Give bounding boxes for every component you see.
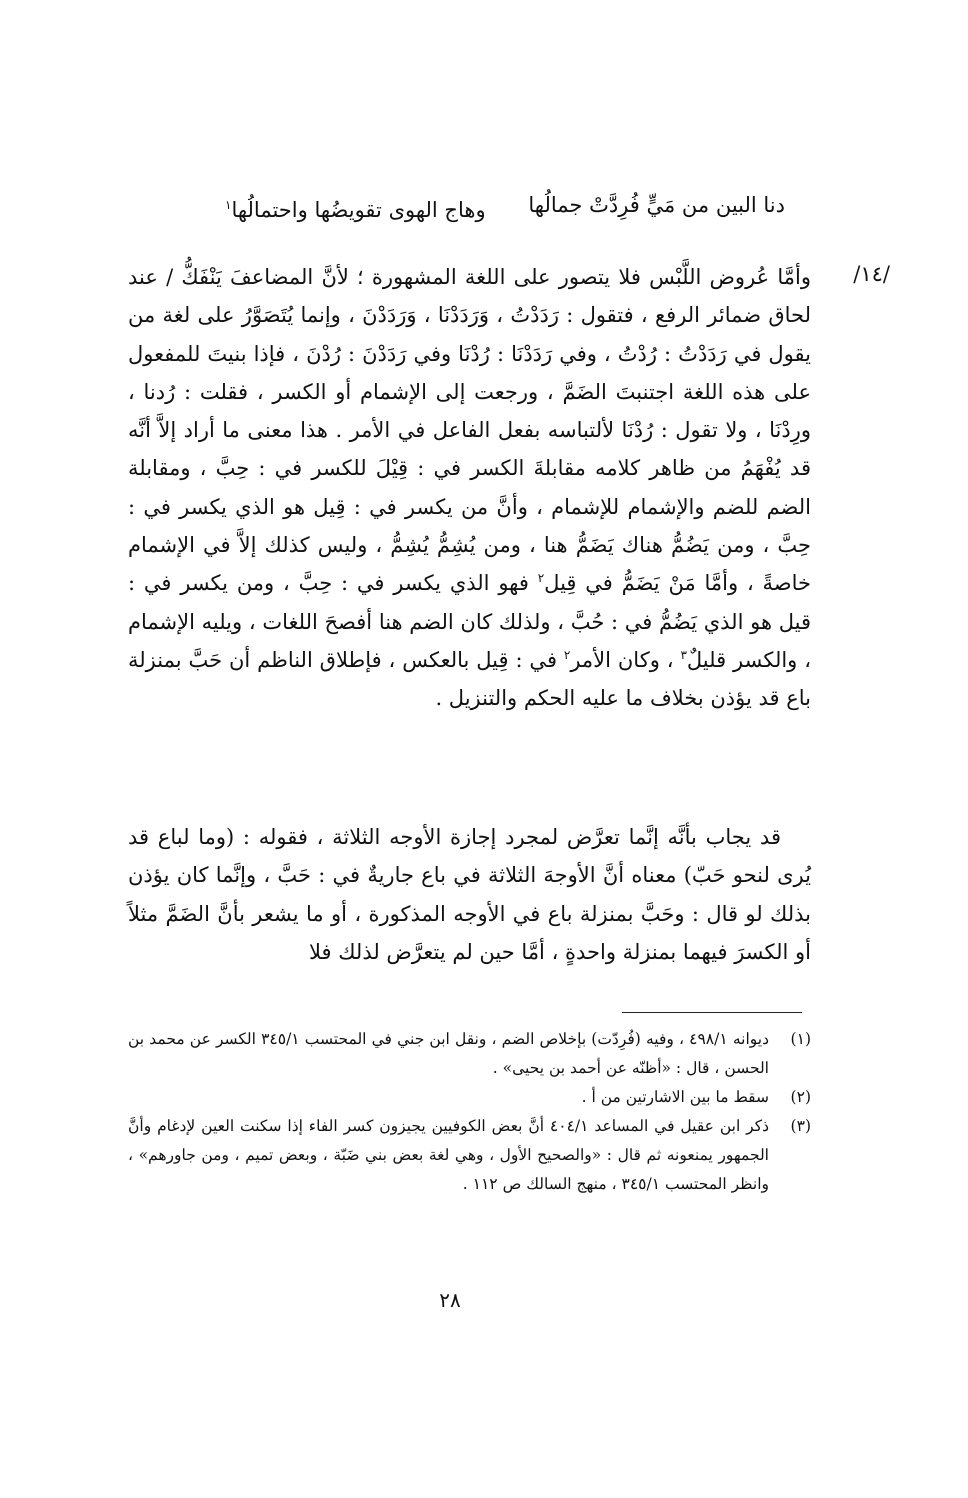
page-number: ٢٨ <box>439 1288 461 1312</box>
paragraph-1-part-4: في : قِيل بالعكس ، فإطلاق الناظم أن حَبَّ بمنزلة باع قد يؤذن بخلاف ما عليه الحكم والتنزيل . <box>128 647 811 711</box>
footnote-number: (١) <box>790 1030 811 1048</box>
footnote-2 <box>128 1083 811 1112</box>
footnote-mark-2: ٢ <box>537 571 545 586</box>
verse-second-hemistich-text: وهاج الهوى تقويضُها واحتمالُها <box>231 198 486 222</box>
footnote-text: ديوانه ٤٩٨/١ ، وفيه (فُرِدّت) بإخلاص الضم ، ونقل ابن جني في المحتسب ٣٤٥/١ الكسر عن محمد بن الحسن ، قال : «أظنّه عن أحمد بن يحيى» . <box>128 1030 769 1077</box>
footnote-mark-3: ٣ <box>680 647 687 662</box>
footnotes <box>128 1025 811 1199</box>
paragraph-1-part-3: ، وكان الأمر <box>570 647 681 672</box>
manuscript-folio-reference: /١٤/ <box>853 262 890 286</box>
footnote-mark-2-end: ٢ <box>563 647 571 662</box>
footnote-3 <box>128 1112 811 1199</box>
paragraph-1-part-1: وأمَّا عُروض اللَّبْس فلا يتصور على اللغة المشهورة ؛ لأنَّ المضاعفَ يَنْفَكُّ / عند لحاق ضمائر الرفع ، فتقول : رَدَدْتُ ، وَرَدَدْنَا ، وَرَدَدْنَ ، وإنما يُتَصَوَّرُ على لغة من يقول في رَدَدْتُ : رُدْتُ ، وفي رَدَدْنَا : رُدْنَا وفي رَدَدْنَ : رُدْنَ ، فإذا بنيتَ للمفعول على هذه اللغة اجتنبتَ الضَمَّ ، ورجعت إلى الإشمام أو الكسر ، فقلت : رُدنا ، ورِدْنَا ، ولا تقول : رُدْنَا لألتباسه بفعل الفاعل في الأمر . هذا معنى ما أراد إلاَّ أنَّه قد يُفْهَمُ من ظاهر كلامه مقابلةَ الكسر في : قِيْلَ للكسر في : حِبَّ ، ومقابلة الضم للضم والإشمام للإشمام ، وأنَّ من يكسر في : قِيل هو الذي يكسر في : حِبَّ ، ومن يَضُمُّ هناك يَضَمُّ هنا ، ومن يُشِمُّ يُشِمُّ ، وليس كذلك إلاَّ في الإشمام خاصةً ، وأمَّا مَنْ يَضَمُّ في قِيل <box>128 265 812 596</box>
footnote-separator <box>622 1012 802 1013</box>
verse-footnote-mark: ١ <box>225 198 232 212</box>
verse-first-hemistich: دنا البين من مَيٍّ فُرِدَّتْ جمالُها <box>528 193 785 217</box>
paragraph-1 <box>128 258 811 718</box>
paragraph-2: قد يجاب بأنَّه إنَّما تعرَّض لمجرد إجازة الأوجه الثلاثة ، فقوله : (وما لباع قد يُرى لنحو حَبّ) معناه أنَّ الأوجهَ الثلاثة في باع جاريةٌ في : حَبَّ ، وإنَّما كان يؤذن بذلك لو قال : وحَبَّ بمنزلة باع في الأوجه المذكورة ، أو ما يشعر بأنَّ الضَمَّ مثلاً أو الكسرَ فيهما بمنزلة واحدةٍ ، أمَّا حين لم يتعرَّض لذلك فلا <box>128 825 811 964</box>
footnote-1 <box>128 1025 811 1083</box>
footnote-text: سقط ما بين الاشارتين من أ . <box>581 1088 769 1106</box>
footnote-text: ذكر ابن عقيل في المساعد ٤٠٤/١ أنَّ بعض الكوفيين يجيزون كسر الفاء إذا سكنت العين لإدغام وأنَّ الجمهور يمنعونه ثم قال : «والصحيح الأول ، وهي لغة بعض بني ضَبّة ، وبعض تميم ، ومن جاورهم» ، وانظر المحتسب ٣٤٥/١ ، منهج السالك ص ١١٢ . <box>128 1117 769 1193</box>
footnote-number: (٢) <box>790 1088 811 1106</box>
paragraph-1-part-2: فهو الذي يكسر في : حِبَّ ، ومن يكسر في : قيل هو الذي يَضُمُّ في : حُبَّ ، ولذلك كان الضم هنا أفصحَ اللغات ، ويليه الإشمام ، والكسر قليلٌ <box>128 571 811 672</box>
footnote-number: (٣) <box>790 1117 811 1135</box>
poetry-verse <box>225 185 785 230</box>
verse-second-hemistich <box>225 185 486 230</box>
